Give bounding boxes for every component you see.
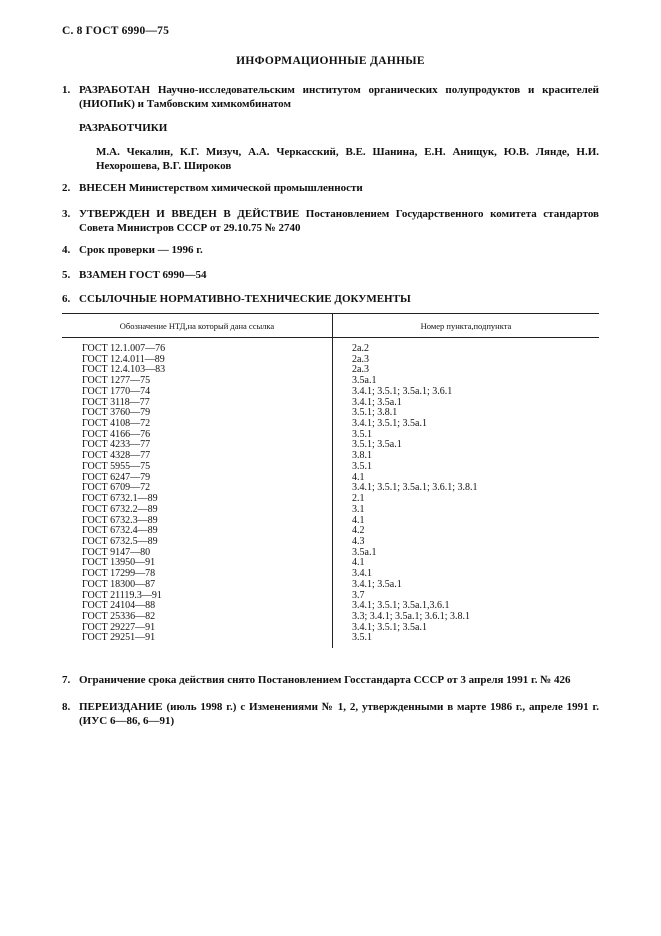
item-number: 2. — [62, 182, 71, 194]
table-cell-clause: 4.1 — [352, 514, 365, 526]
table-cell-clause: 3.4.1; 3.5.1; 3.5а.1 — [352, 418, 427, 430]
table-cell-doc: ГОСТ 29251—91 — [62, 633, 333, 644]
table-body — [62, 338, 599, 649]
item-number: 6. — [62, 293, 71, 305]
table-cell-clause: 3.4.1 — [352, 568, 372, 580]
item-text: УТВЕРЖДЕН И ВВЕДЕН В ДЕЙСТВИЕ Постановлением Государственного комитета стандартов Совета Министров СССР от 29.10.75 № 2740 — [79, 208, 599, 234]
table-cell-doc: ГОСТ 6709—72 — [62, 483, 333, 494]
item-approved — [62, 207, 599, 235]
item-replaces — [62, 268, 599, 282]
table-cell-clause: 3.5.1 — [352, 632, 372, 644]
item-number: 1. — [62, 84, 71, 96]
table-cell-doc: ГОСТ 13950—91 — [62, 558, 333, 569]
table-header-doc: Обозначение НТД,на который дана ссылка — [62, 314, 333, 338]
table-cell-doc: ГОСТ 6247—79 — [62, 473, 333, 484]
item-text: Ограничение срока действия снято Постановлением Госстандарта СССР от 3 апреля 1991 г. № 426 — [79, 674, 571, 686]
table-cell-clause: 3.5.1 — [352, 428, 372, 440]
table-cell-doc: ГОСТ 5955—75 — [62, 462, 333, 473]
item-text: РАЗРАБОТАН Научно-исследовательским институтом органических полупродуктов и красителей (НИОПиК) и Тамбовским химкомбинатом — [79, 84, 599, 110]
item-references — [62, 292, 599, 306]
table-cell-clause: 3.4.1; 3.5а.1 — [352, 578, 402, 590]
item-number: 7. — [62, 674, 71, 686]
table-cell-doc: ГОСТ 24104—88 — [62, 601, 333, 612]
item-reissue — [62, 700, 599, 728]
developers-names: М.А. Чекалин, К.Г. Мизуч, А.А. Черкасский, В.Е. Шанина, Е.Н. Анищук, Ю.В. Лянде, Н.И. Нехорошева, В.Г. Широков — [96, 146, 599, 172]
table-cell-clause: 3.4.1; 3.5.1; 3.5а.1; 3.6.1 — [352, 385, 453, 397]
table-cell-clause: 3.5.1 — [352, 460, 372, 472]
table-cell-doc: ГОСТ 6732.3—89 — [62, 516, 333, 527]
table-cell-doc: ГОСТ 12.1.007—76 — [62, 344, 333, 355]
table-cell-clause: 2.1 — [352, 493, 365, 505]
table-cell-clause: 2а.3 — [352, 353, 369, 365]
table-cell-doc: ГОСТ 18300—87 — [62, 580, 333, 591]
table-cell-clause: 3.1 — [352, 503, 365, 515]
table-cell-doc: ГОСТ 12.4.103—83 — [62, 365, 333, 376]
table-cell-clause: 4.2 — [352, 525, 365, 537]
table-cell-clause: 3.4.1; 3.5.1; 3.5а.1 — [352, 621, 427, 633]
table-cell-clause: 4.1 — [352, 557, 365, 569]
table-header-clause: Номер пункта,подпункта — [333, 314, 600, 338]
table-cell-clause: 3.5.1; 3.5а.1 — [352, 439, 402, 451]
table-cell-doc: ГОСТ 4233—77 — [62, 440, 333, 451]
table-cell-clause: 3.7 — [352, 589, 365, 601]
table-cell-clause: 4.1 — [352, 471, 365, 483]
table-cell-clause: 3.5.1; 3.8.1 — [352, 407, 398, 419]
table-cell-doc: ГОСТ 1770—74 — [62, 387, 333, 398]
table-cell-doc: ГОСТ 17299—78 — [62, 569, 333, 580]
table-cell-doc: ГОСТ 6732.4—89 — [62, 526, 333, 537]
table-cell-doc: ГОСТ 6732.1—89 — [62, 494, 333, 505]
item-review — [62, 243, 599, 257]
item-introduced — [62, 181, 599, 195]
item-number: 5. — [62, 269, 71, 281]
item-developed — [62, 83, 599, 111]
table-cell-doc: ГОСТ 6732.5—89 — [62, 537, 333, 548]
item-number: 4. — [62, 244, 71, 256]
item-text: ВЗАМЕН ГОСТ 6990—54 — [79, 269, 207, 281]
item-text: ПЕРЕИЗДАНИЕ (июль 1998 г.) с Изменениями № 1, 2, утвержденными в марте 1986 г., апреле 1991 г. (ИУС 6—86, 6—91) — [79, 701, 599, 727]
item-text: Срок проверки — 1996 г. — [79, 244, 203, 256]
table-cell-doc: ГОСТ 4108—72 — [62, 419, 333, 430]
table-row — [62, 633, 599, 644]
table-row — [62, 387, 599, 398]
table-cell-clause: 3.4.1; 3.5а.1 — [352, 396, 402, 408]
table-cell-doc: ГОСТ 12.4.011—89 — [62, 355, 333, 366]
table-spacer — [62, 644, 599, 648]
table-cell-clause: 3.4.1; 3.5.1; 3.5а.1,3.6.1 — [352, 600, 450, 612]
table-cell-doc: ГОСТ 29227—91 — [62, 623, 333, 634]
table-cell-clause: 3.3; 3.4.1; 3.5а.1; 3.6.1; 3.8.1 — [352, 610, 471, 622]
section-title: ИНФОРМАЦИОННЫЕ ДАННЫЕ — [236, 55, 425, 67]
table-cell-doc: ГОСТ 3118—77 — [62, 398, 333, 409]
table-cell-clause: 2а.3 — [352, 364, 369, 376]
table-cell-doc: ГОСТ 4166—76 — [62, 430, 333, 441]
table-cell-clause: 3.5а.1 — [352, 375, 377, 387]
table-cell-doc: ГОСТ 6732.2—89 — [62, 505, 333, 516]
item-number: 3. — [62, 208, 71, 220]
table-cell-doc: ГОСТ 4328—77 — [62, 451, 333, 462]
table-row — [62, 580, 599, 591]
table-cell-clause: 3.8.1 — [352, 450, 372, 462]
table-cell-clause: 2а.2 — [352, 343, 369, 354]
table-cell-doc: ГОСТ 21119.3—91 — [62, 591, 333, 602]
page-header: С. 8 ГОСТ 6990—75 — [62, 25, 170, 37]
item-limitation — [62, 673, 599, 687]
item-text: ВНЕСЕН Министерством химической промышленности — [79, 182, 363, 194]
table-cell-doc: ГОСТ 3760—79 — [62, 408, 333, 419]
developers-heading: РАЗРАБОТЧИКИ — [79, 122, 168, 134]
table-row — [62, 505, 599, 516]
table-cell-doc: ГОСТ 25336—82 — [62, 612, 333, 623]
table-cell-clause: 3.5а.1 — [352, 546, 377, 558]
table-cell-clause: 4.3 — [352, 535, 365, 547]
table-cell-doc: ГОСТ 9147—80 — [62, 548, 333, 559]
item-text: ССЫЛОЧНЫЕ НОРМАТИВНО-ТЕХНИЧЕСКИЕ ДОКУМЕНТЫ — [79, 293, 411, 305]
item-number: 8. — [62, 701, 71, 713]
table-cell-doc: ГОСТ 1277—75 — [62, 376, 333, 387]
table-header-row — [62, 314, 599, 338]
references-table — [62, 313, 599, 648]
table-cell-clause: 3.4.1; 3.5.1; 3.5а.1; 3.6.1; 3.8.1 — [352, 482, 478, 494]
